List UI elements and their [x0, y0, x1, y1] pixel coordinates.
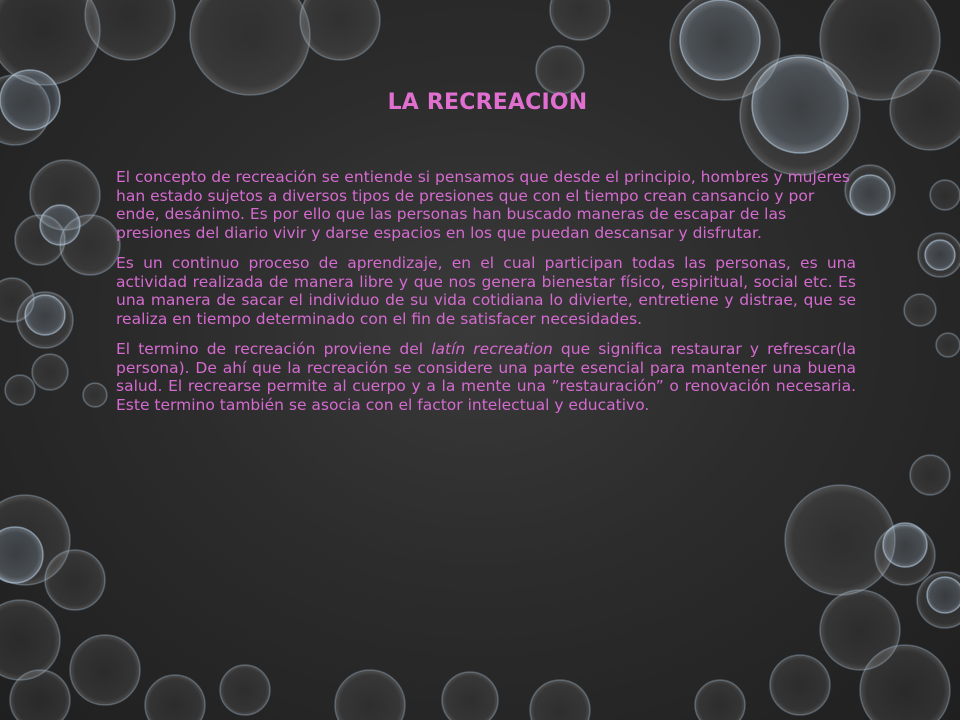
slide-body [116, 168, 856, 426]
paragraph-3-italic: latín recreation [431, 340, 553, 358]
paragraph-3-start: El termino de recreación proviene del [116, 340, 432, 358]
paragraph-1: El concepto de recreación se entiende si pensamos que desde el principio, hombres y mujeres han estado sujetos a diversos tipos de presiones que con el tiempo crean cansancio y por ende, desánimo. Es por ello que las personas han buscado maneras de escapar de las presiones del diario vivir y darse espacios en los que puedan descansar y disfrutar. [116, 168, 850, 242]
paragraph-2: Es un continuo proceso de aprendizaje, en el cual participan todas las personas, es una actividad realizada de manera libre y que nos genera bienestar físico, espiritual, social etc. Es una manera de sacar el individuo de su vida cotidiana lo divierte, entretiene y distrae, que se realiza en tiempo determinado con el fin de satisfacer necesidades. [116, 254, 856, 328]
paragraph-3 [116, 340, 856, 414]
paragraph-3-end: que significa restaurar y refrescar(la persona). De ahí que la recreación se considere una parte esencial para mantener una buena salud. El recrearse permite al cuerpo y a la mente una ”restauración” o renovación necesaria. Este termino también se asocia con el factor intelectual y educativo. [116, 340, 857, 414]
slide-title: LA RECREACION [387, 90, 588, 115]
